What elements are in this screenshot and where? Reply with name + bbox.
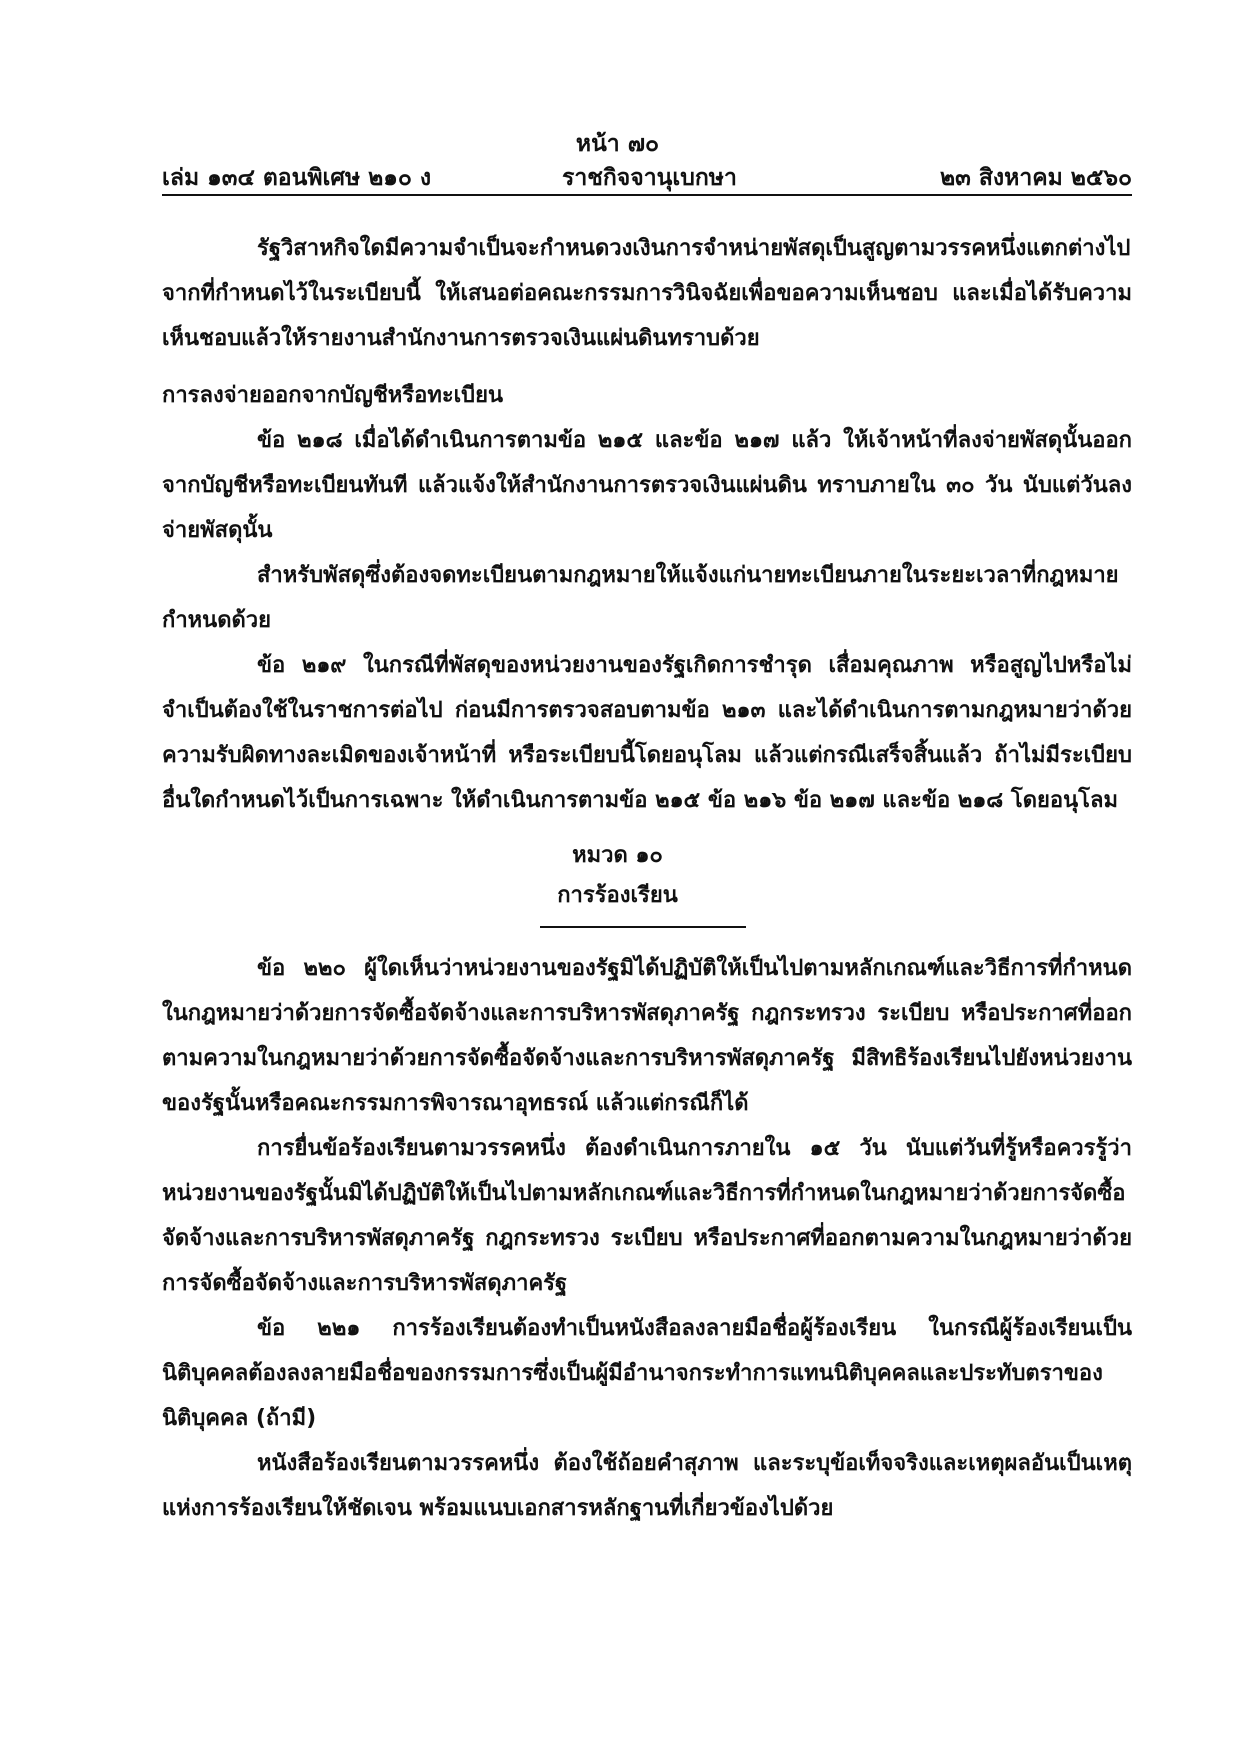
paragraph: รัฐวิสาหกิจใดมีความจำเป็นจะกำหนดวงเงินการจำหน่ายพัสดุเป็นสูญตามวรรคหนึ่งแตกต่างไปจากที่กำหนดไว้ในระเบียบนี้ ให้เสนอต่อคณะกรรมการวินิจฉัยเพื่อขอความเห็นชอบ และเมื่อได้รับความเห็นชอบแล้วให้รายงานสำนักงานการตรวจเงินแผ่นดินทราบด้วย (162, 236, 1132, 351)
volume-issue: เล่ม ๑๓๔ ตอนพิเศษ ๒๑๐ ง (162, 165, 432, 191)
running-header (162, 160, 1132, 196)
paragraph: ข้อ ๒๒๐ ผู้ใดเห็นว่าหน่วยงานของรัฐมิได้ปฏิบัติให้เป็นไปตามหลักเกณฑ์และวิธีการที่กำหนดในกฎหมายว่าด้วยการจัดซื้อจัดจ้างและการบริหารพัสดุภาครัฐ กฎกระทรวง ระเบียบ หรือประกาศที่ออกตามความในกฎหมายว่าด้วยการจัดซื้อจัดจ้างและการบริหารพัสดุภาครัฐ มีสิทธิร้องเรียนไปยังหน่วยงานของรัฐนั้นหรือคณะกรรมการพิจารณาอุทธรณ์ แล้วแต่กรณีก็ได้ (162, 956, 1132, 1116)
page-number: หน้า ๗๐ (575, 131, 660, 157)
paragraph: หนังสือร้องเรียนตามวรรคหนึ่ง ต้องใช้ถ้อยคำสุภาพ และระบุข้อเท็จจริงและเหตุผลอันเป็นเหตุแห่งการร้องเรียนให้ชัดเจน พร้อมแนบเอกสารหลักฐานที่เกี่ยวข้องไปด้วย (162, 1451, 1132, 1521)
publication-title: ราชกิจจานุเบกษา (562, 165, 737, 191)
chapter-title: การร้องเรียน (557, 883, 678, 908)
paragraph: ข้อ ๒๑๘ เมื่อได้ดำเนินการตามข้อ ๒๑๕ และข้อ ๒๑๗ แล้ว ให้เจ้าหน้าที่ลงจ่ายพัสดุนั้นออกจากบัญชีหรือทะเบียนทันที แล้วแจ้งให้สำนักงานการตรวจเงินแผ่นดิน ทราบภายใน ๓๐ วัน นับแต่วันลงจ่ายพัสดุนั้น (162, 428, 1132, 543)
chapter-number: หมวด ๑๐ (572, 843, 663, 868)
chapter-divider (540, 926, 746, 928)
section-body-1 (162, 226, 1132, 823)
publication-date: ๒๓ สิงหาคม ๒๕๖๐ (940, 165, 1132, 191)
section-heading: การลงจ่ายออกจากบัญชีหรือทะเบียน (162, 383, 504, 408)
paragraph: ข้อ ๒๒๑ การร้องเรียนต้องทำเป็นหนังสือลงลายมือชื่อผู้ร้องเรียน ในกรณีผู้ร้องเรียนเป็นนิติบุคคลต้องลงลายมือชื่อของกรรมการซึ่งเป็นผู้มีอำนาจกระทำการแทนนิติบุคคลและประทับตราของนิติบุคคล (ถ้ามี) (162, 1316, 1132, 1431)
section-body-2 (162, 946, 1132, 1531)
paragraph: การยื่นข้อร้องเรียนตามวรรคหนึ่ง ต้องดำเนินการภายใน ๑๕ วัน นับแต่วันที่รู้หรือควรรู้ว่าหน่วยงานของรัฐนั้นมิได้ปฏิบัติให้เป็นไปตามหลักเกณฑ์และวิธีการที่กำหนดในกฎหมายว่าด้วยการจัดซื้อจัดจ้างและการบริหารพัสดุภาครัฐ กฎกระทรวง ระเบียบ หรือประกาศที่ออกตามความในกฎหมายว่าด้วยการจัดซื้อจัดจ้างและการบริหารพัสดุภาครัฐ (162, 1136, 1132, 1296)
paragraph: สำหรับพัสดุซึ่งต้องจดทะเบียนตามกฎหมายให้แจ้งแก่นายทะเบียนภายในระยะเวลาที่กฎหมายกำหนดด้วย (162, 563, 1119, 633)
paragraph: ข้อ ๒๑๙ ในกรณีที่พัสดุของหน่วยงานของรัฐเกิดการชำรุด เสื่อมคุณภาพ หรือสูญไปหรือไม่จำเป็นต้องใช้ในราชการต่อไป ก่อนมีการตรวจสอบตามข้อ ๒๑๓ และได้ดำเนินการตามกฎหมายว่าด้วยความรับผิดทางละเมิดของเจ้าหน้าที่ หรือระเบียบนี้โดยอนุโลม แล้วแต่กรณีเสร็จสิ้นแล้ว ถ้าไม่มีระเบียบอื่นใดกำหนดไว้เป็นการเฉพาะ ให้ดำเนินการตามข้อ ๒๑๕ ข้อ ๒๑๖ ข้อ ๒๑๗ และข้อ ๒๑๘ โดยอนุโลม (162, 653, 1132, 813)
